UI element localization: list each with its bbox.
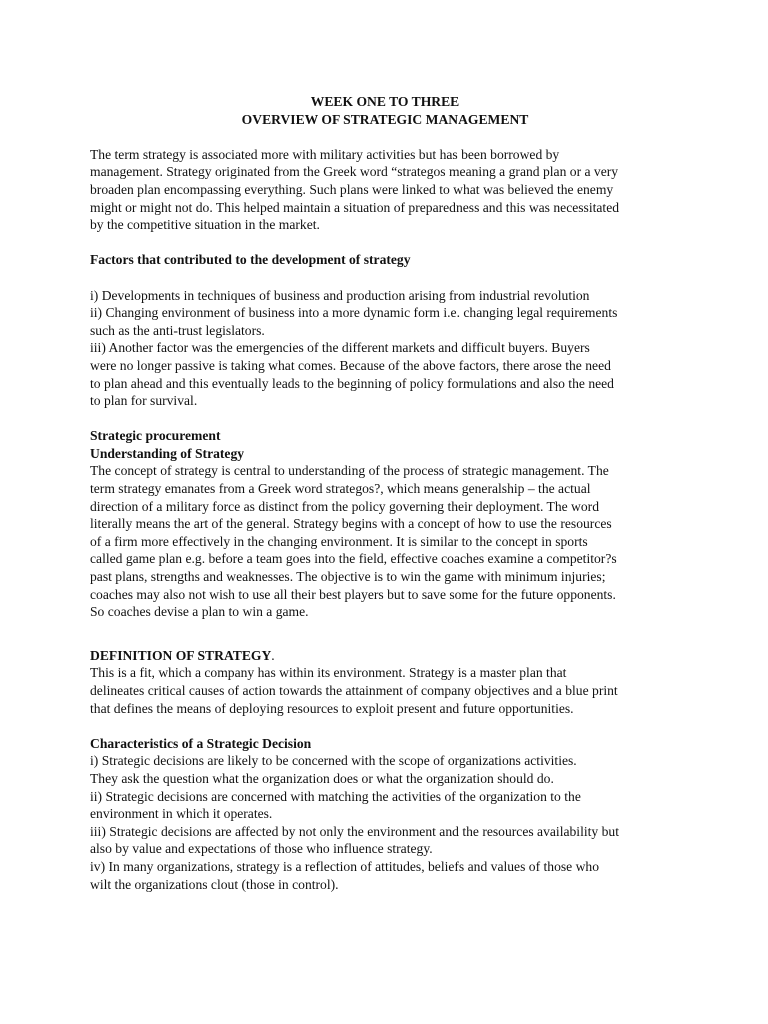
definition-paragraph bbox=[90, 664, 680, 717]
text-line: environment in which it operates. bbox=[90, 806, 273, 822]
text-line: broaden plan encompassing everything. Such plans were linked to what was believed the enemy bbox=[90, 181, 614, 197]
text-line: delineates critical causes of action towards the attainment of company objectives and a blue print bbox=[90, 683, 618, 698]
text-line: term strategy emanates from a Greek word strategos?, which means generalship – the actual bbox=[90, 481, 591, 497]
text-line: ii) Strategic decisions are concerned with matching the activities of the organization to the bbox=[90, 788, 581, 804]
document-page bbox=[90, 93, 680, 893]
definition-heading: DEFINITION OF STRATEGY bbox=[90, 647, 272, 663]
text-line: ii) Changing environment of business into a more dynamic form i.e. changing legal requirements bbox=[90, 305, 618, 321]
text-line: So coaches devise a plan to win a game. bbox=[90, 604, 309, 620]
definition-heading-line bbox=[90, 647, 680, 665]
text-line: were no longer passive is taking what comes. Because of the above factors, there arose the need bbox=[90, 357, 611, 373]
characteristics-list bbox=[90, 752, 680, 893]
understanding-heading: Understanding of Strategy bbox=[90, 445, 245, 461]
text-line: coaches may also not wish to use all their best players but to save some for the future opponents. bbox=[90, 586, 616, 602]
spacer bbox=[90, 269, 680, 287]
definition-period: . bbox=[271, 647, 275, 663]
text-line: The concept of strategy is central to understanding of the process of strategic management. The bbox=[90, 463, 609, 479]
title-line-1: WEEK ONE TO THREE bbox=[310, 94, 460, 109]
text-line: management. Strategy originated from the Greek word “strategos meaning a grand plan or a very bbox=[90, 164, 619, 180]
text-line: direction of a military force as distinct from the policy governing their deployment. The word bbox=[90, 498, 599, 514]
spacer bbox=[90, 621, 680, 647]
text-line: The term strategy is associated more with military activities but has been borrowed by bbox=[90, 146, 560, 162]
procurement-heading: Strategic procurement bbox=[90, 428, 221, 444]
factors-list bbox=[90, 287, 680, 410]
text-line: to plan ahead and this eventually leads to the beginning of policy formulations and also the need bbox=[90, 375, 614, 391]
text-line: i) Strategic decisions are likely to be concerned with the scope of organizations activities. bbox=[90, 753, 577, 769]
text-line: iii) Strategic decisions are affected by not only the environment and the resources availability but bbox=[90, 823, 619, 839]
text-line: might or might not do. This helped maintain a situation of preparedness and this was necessitated bbox=[90, 199, 620, 215]
text-line: past plans, strengths and weaknesses. The objective is to win the game with minimum injuries; bbox=[90, 569, 606, 585]
text-line: iii) Another factor was the emergencies of the different markets and difficult buyers. Buyers bbox=[90, 340, 590, 356]
text-line: literally means the art of the general. Strategy begins with a concept of how to use the resources bbox=[90, 516, 612, 532]
spacer bbox=[90, 410, 680, 428]
text-line: of a firm more effectively in the changing environment. It is similar to the concept in sports bbox=[90, 533, 588, 549]
spacer bbox=[90, 128, 680, 146]
spacer bbox=[90, 234, 680, 252]
spacer bbox=[90, 717, 680, 735]
understanding-paragraph bbox=[90, 462, 680, 620]
title-line-2: OVERVIEW OF STRATEGIC MANAGEMENT bbox=[241, 111, 529, 127]
text-line: This is a fit, which a company has within its environment. Strategy is a master plan that bbox=[90, 665, 567, 681]
text-line: i) Developments in techniques of business and production arising from industrial revolution bbox=[90, 287, 590, 303]
text-line: They ask the question what the organization does or what the organization should do. bbox=[90, 770, 554, 786]
text-line: called game plan e.g. before a team goes into the field, effective coaches examine a competitor?s bbox=[90, 551, 617, 567]
text-line: such as the anti-trust legislators. bbox=[90, 322, 265, 338]
text-line: also by value and expectations of those who influence strategy. bbox=[90, 841, 433, 857]
text-line: wilt the organizations clout (those in control). bbox=[90, 876, 339, 892]
characteristics-heading: Characteristics of a Strategic Decision bbox=[90, 735, 312, 751]
factors-heading: Factors that contributed to the development of strategy bbox=[90, 252, 411, 268]
text-line: iv) In many organizations, strategy is a reflection of attitudes, beliefs and values of those who bbox=[90, 858, 599, 874]
text-line: that defines the means of deploying resources to exploit present and future opportunities. bbox=[90, 700, 574, 716]
text-line: by the competitive situation in the market. bbox=[90, 217, 320, 233]
intro-paragraph bbox=[90, 146, 680, 234]
text-line: to plan for survival. bbox=[90, 393, 198, 409]
